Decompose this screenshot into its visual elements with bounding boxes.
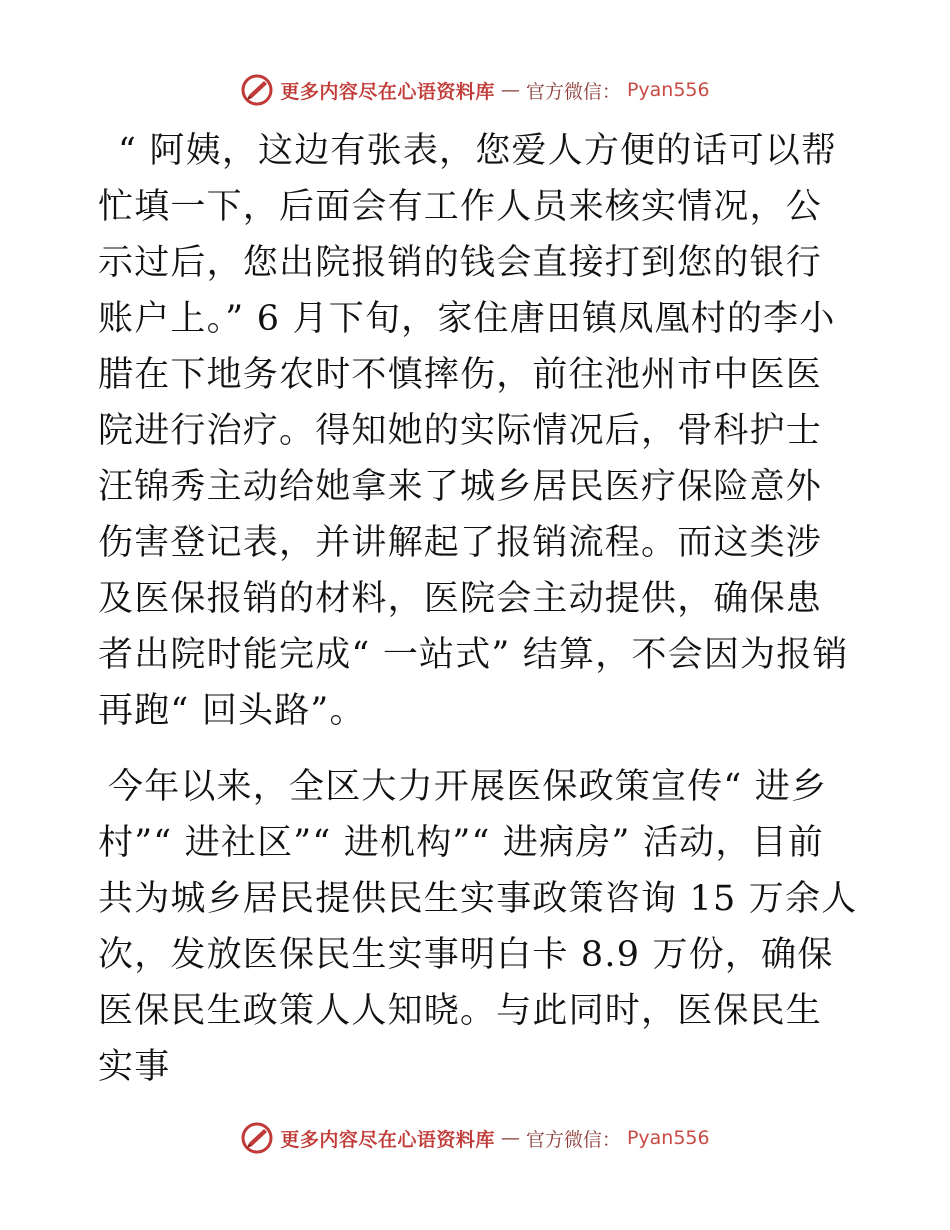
article-body	[98, 123, 858, 1095]
header-watermark	[0, 70, 950, 110]
paragraph: 今年以来，全区大力开展医保政策宣传“ 进乡村”“ 进社区”“ 进机构”“ 进病房” 活动，目前共为城乡居民提供民生实事政策咨询 15 万余人次，发放医保民生实事明白卡 8.9 万份，确保医保民生政策人人知晓。与此同时，医保民生实事	[98, 767, 858, 1087]
logo-icon	[240, 1121, 274, 1155]
watermark-dash: —	[500, 79, 520, 101]
paragraph: “ 阿姨，这边有张表，您爱人方便的话可以帮忙填一下，后面会有工作人员来核实情况，公示过后，您出院报销的钱会直接打到您的银行账户上。” 6 月下旬，家住唐田镇凤凰村的李小腊在下地务农时不慎摔伤，前往池州市中医医院进行治疗。得知她的实际情况后，骨科护士汪锦秀主动给她拿来了城乡居民医疗保险意外伤害登记表，并讲解起了报销流程。而这类涉及医保报销的材料，医院会主动提供，确保患者出院时能完成“ 一站式” 结算，不会因为报销再跑“ 回头路”。	[98, 131, 849, 731]
watermark-subtitle: 官方微信：	[525, 1128, 621, 1151]
logo-icon	[240, 73, 274, 107]
watermark-dash: —	[500, 1127, 520, 1149]
footer-watermark	[0, 1118, 950, 1158]
watermark-title: 更多内容尽在心语资料库	[280, 80, 495, 103]
watermark-wechat-id: Pyan556	[626, 1127, 710, 1149]
watermark-title: 更多内容尽在心语资料库	[280, 1128, 495, 1151]
watermark-wechat-id: Pyan556	[626, 79, 710, 101]
watermark-subtitle: 官方微信：	[525, 80, 621, 103]
